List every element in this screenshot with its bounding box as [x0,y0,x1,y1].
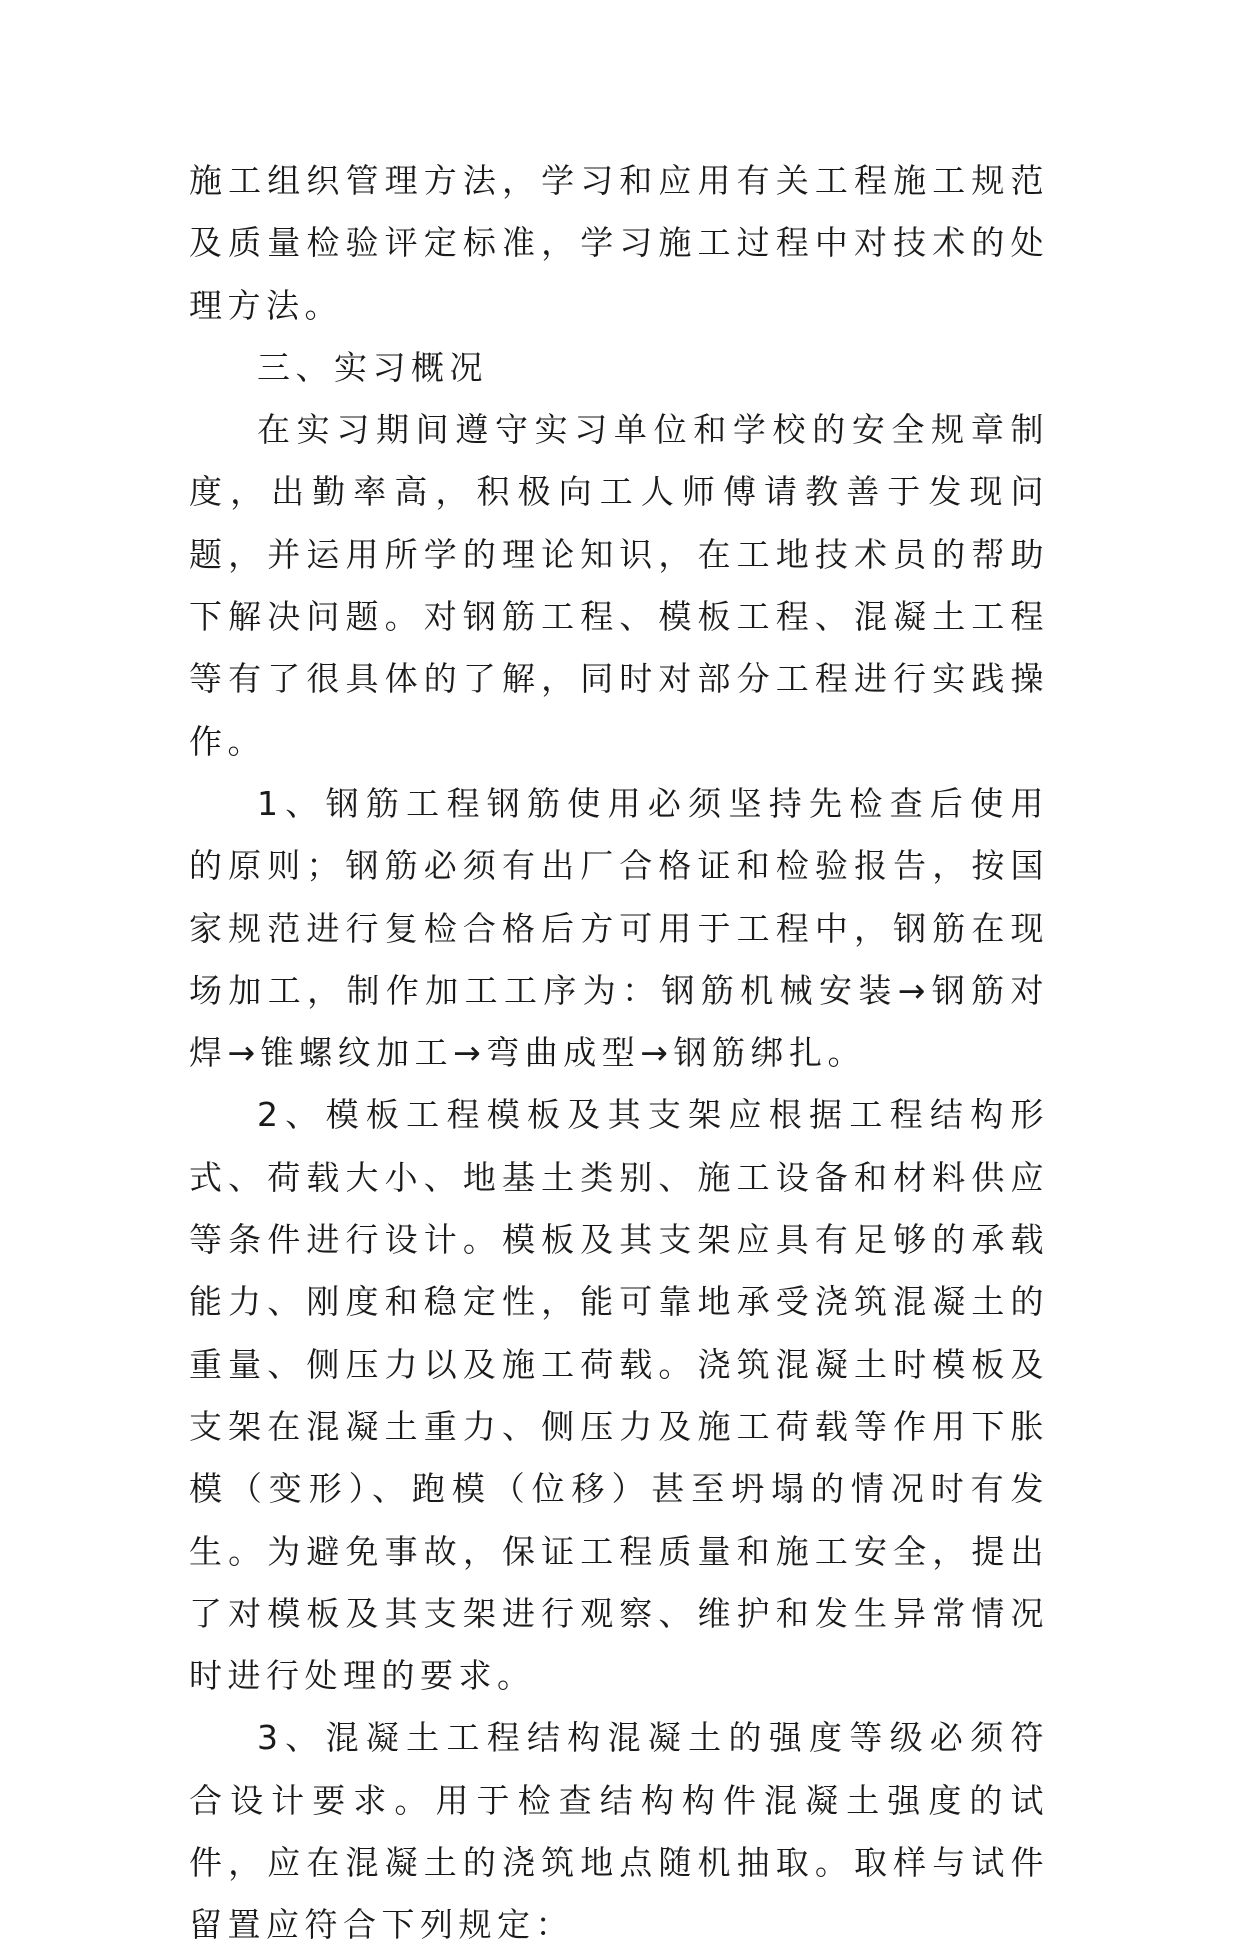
paragraph-overview: 在实习期间遵守实习单位和学校的安全规章制度，出勤率高，积极向工人师傅请教善于发现问题，并运用所学的理论知识，在工地技术员的帮助下解决问题。对钢筋工程、模板工程、混凝土工程等有了很具体的了解，同时对部分工程进行实践操作。 [189,410,1049,761]
paragraph-concrete: 3、混凝土工程结构混凝土的强度等级必须符合设计要求。用于检查结构构件混凝土强度的试件，应在混凝土的浇筑地点随机抽取。取样与试件留置应符合下列规定： [189,1718,1049,1945]
document-body [189,150,1049,1957]
paragraph-continuation: 施工组织管理方法，学习和应用有关工程施工规范及质量检验评定标准，学习施工过程中对技术的处理方法。 [189,161,1049,325]
paragraph-formwork: 2、模板工程模板及其支架应根据工程结构形式、荷载大小、地基土类别、施工设备和材料供应等条件进行设计。模板及其支架应具有足够的承载能力、刚度和稳定性，能可靠地承受浇筑混凝土的重量、侧压力以及施工荷载。浇筑混凝土时模板及支架在混凝土重力、侧压力及施工荷载等作用下胀模（变形）、跑模（位移）甚至坍塌的情况时有发生。为避免事故，保证工程质量和施工安全，提出了对模板及其支架进行观察、维护和发生异常情况时进行处理的要求。 [189,1095,1049,1696]
paragraph-rebar: 1、钢筋工程钢筋使用必须坚持先检查后使用的原则；钢筋必须有出厂合格证和检验报告，按国家规范进行复检合格后方可用于工程中，钢筋在现场加工，制作加工工序为：钢筋机械安装→钢筋对焊→锥螺纹加工→弯曲成型→钢筋绑扎。 [189,783,1049,1073]
section-heading: 三、实习概况 [257,347,488,387]
